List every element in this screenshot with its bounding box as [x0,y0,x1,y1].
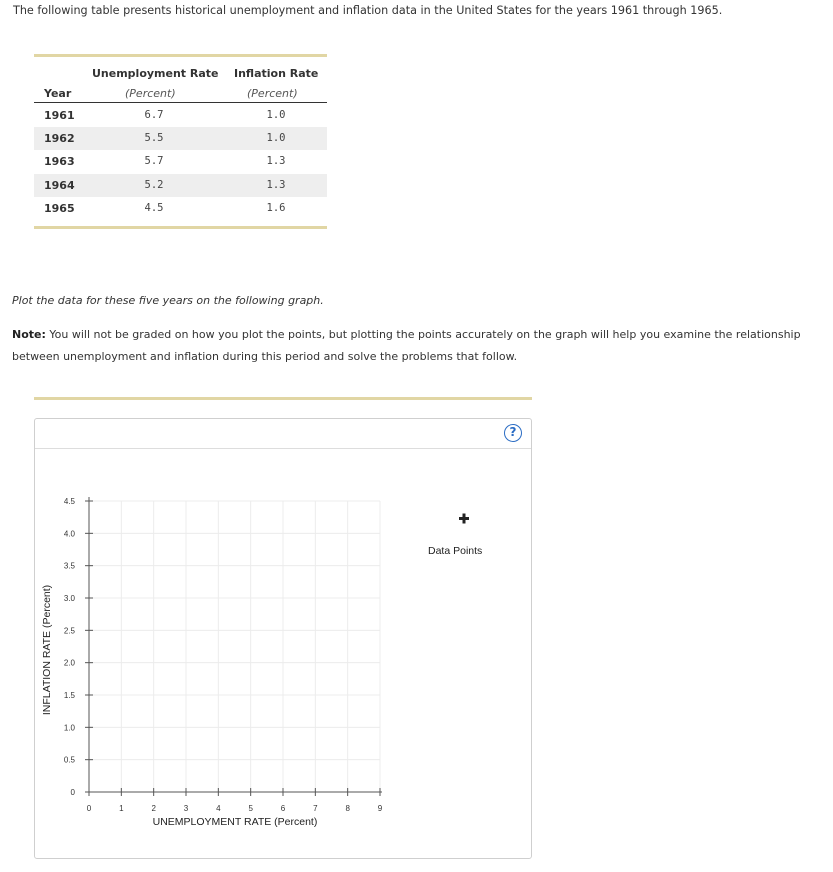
note-text: You will not be graded on how you plot the points, but plotting the points accurately on the graph will help you examine the relationship between unemployment and inflation during this period and solve the problems that follow. [12,328,801,363]
x-tick-label: 3 [183,804,189,813]
y-tick-label: 3.5 [63,561,75,571]
row-year: 1961 [44,109,75,122]
x-tick-label: 5 [248,804,253,813]
y-tick-label: 4.0 [63,529,75,539]
x-tick-label: 9 [377,804,383,813]
row-inflation: 1.6 [266,202,286,214]
chart-ticks [64,497,383,813]
x-axis-title: UNEMPLOYMENT RATE (Percent) [152,816,318,828]
y-tick-label: 1.0 [63,723,75,733]
header-inflation-unit: (Percent) [247,87,298,100]
row-inflation: 1.3 [266,179,286,191]
help-icon[interactable]: ? [504,424,522,442]
y-tick-label: 0 [70,788,75,797]
row-unemployment: 5.5 [144,132,164,144]
row-unemployment: 5.7 [144,155,164,167]
row-inflation: 1.0 [266,132,286,144]
plus-icon[interactable] [459,514,469,524]
x-tick-label: 0 [86,804,92,813]
y-tick-label: 2.0 [63,658,75,668]
header-inflation: Inflation Rate [234,67,319,80]
row-year: 1965 [44,202,75,215]
row-year: 1962 [44,132,75,145]
y-tick-label: 2.5 [63,626,75,636]
y-tick-label: 3.0 [63,594,75,603]
intro-text: The following table presents historical unemployment and inflation data in the United States for the years 1961 through 1965. [13,4,723,17]
y-tick-label: 0.5 [63,755,75,765]
row-inflation: 1.0 [266,109,286,121]
row-unemployment: 4.5 [144,202,164,214]
chart-grid [89,501,380,792]
y-tick-label: 4.5 [63,497,75,506]
y-axis-title: INFLATION RATE (Percent) [41,584,53,716]
header-unemployment: Unemployment Rate [92,67,219,80]
row-unemployment: 5.2 [144,179,164,191]
note-label: Note: [12,328,46,341]
row-year: 1963 [44,155,75,168]
plot-instruction: Plot the data for these five years on the following graph. [12,294,324,307]
chart-axes [89,497,382,792]
y-tick-label: 1.5 [63,691,75,700]
x-tick-label: 7 [313,804,318,813]
row-unemployment: 6.7 [144,109,164,121]
header-year: Year [44,87,72,100]
x-tick-label: 8 [345,804,350,813]
row-year: 1964 [44,179,75,192]
x-tick-label: 2 [151,804,156,813]
row-inflation: 1.3 [266,155,286,167]
x-tick-label: 4 [216,804,221,813]
header-unemployment-unit: (Percent) [125,87,176,100]
x-tick-label: 6 [280,804,286,813]
x-tick-label: 1 [119,804,124,813]
legend-label: Data Points [428,545,483,557]
